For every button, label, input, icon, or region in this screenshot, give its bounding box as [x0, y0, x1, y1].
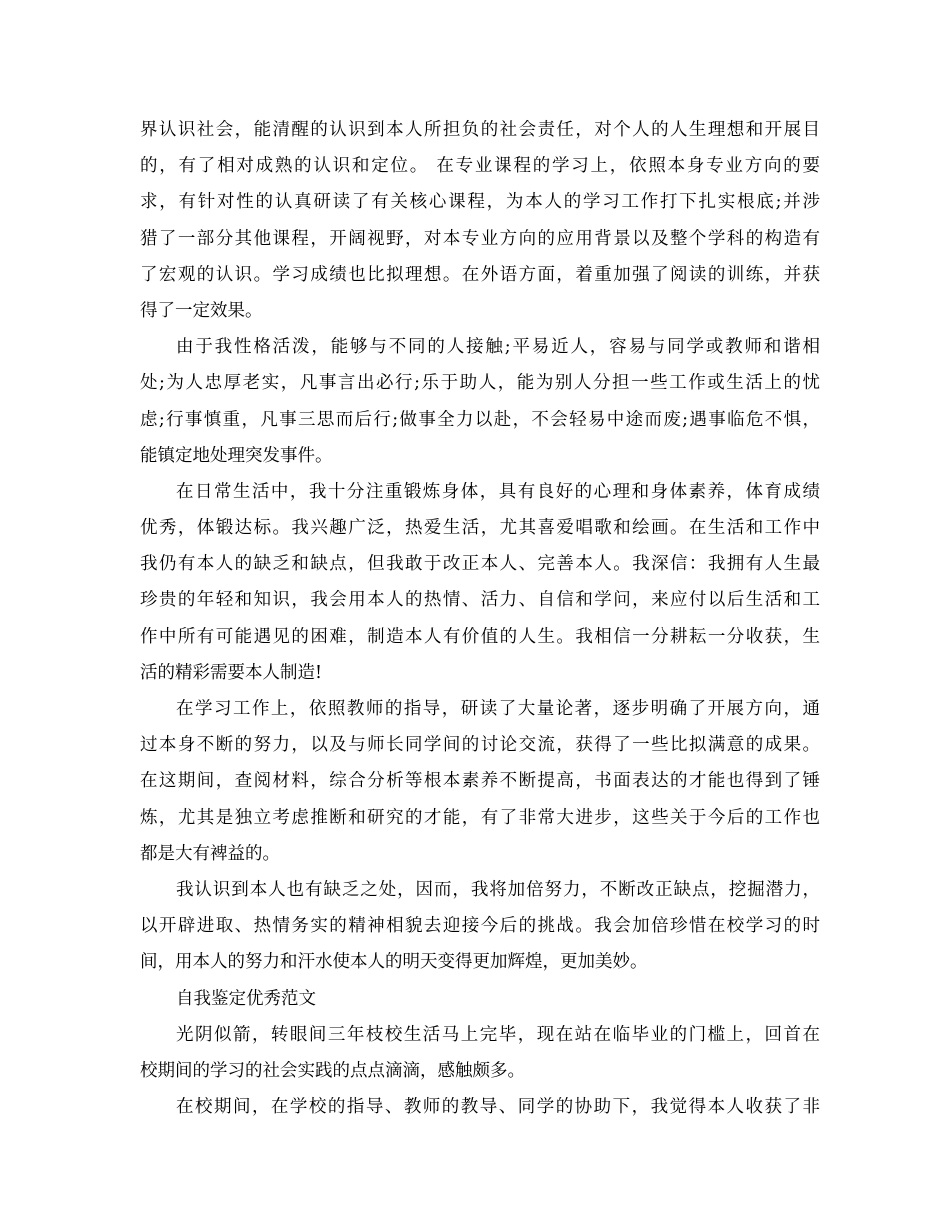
text-line: 界认识社会，能清醒的认识到本人所担负的社会责任，对个人的人生理想和开展目: [140, 120, 820, 140]
text-line: 在学习工作上，依照教师的指导，研读了大量论著，逐步明确了开展方向，通: [176, 699, 820, 719]
paragraph: [140, 329, 820, 474]
text-line: 优秀，体锻达标。我兴趣广泛，热爱生活，尤其喜爱唱歌和绘画。在生活和工作中: [140, 518, 820, 539]
document-body: [140, 112, 820, 1125]
text-line: 了宏观的认识。学习成绩也比拟理想。在外语方面，着重加强了阅读的训练，并获: [140, 264, 820, 285]
text-line: 的，有了相对成熟的认识和定位。 在专业课程的学习上，依照本身专业方向的要: [140, 156, 820, 177]
text-line: 自我鉴定优秀范文: [176, 988, 316, 1009]
text-line: 过本身不断的努力，以及与师长同学间的讨论交流，获得了一些比拟满意的成果。: [140, 735, 820, 756]
paragraph: [140, 872, 820, 981]
text-line: 由于我性格活泼，能够与不同的人接触;平易近人，容易与同学或教师和谐相: [176, 337, 820, 358]
text-line: 以开辟进取、热情务实的精神相貌去迎接今后的挑战。我会加倍珍惜在校学习的时: [140, 916, 820, 937]
text-line: 光阴似箭，转眼间三年枝校生活马上完毕，现在站在临毕业的门槛上，回首在: [176, 1024, 820, 1045]
section-heading: [140, 981, 820, 1017]
text-line: 校期间的学习的社会实践的点点滴滴，感触颇多。: [140, 1060, 525, 1081]
paragraph: [140, 1017, 820, 1089]
paragraph: [140, 691, 820, 872]
paragraph: [140, 1089, 820, 1125]
text-line: 我仍有本人的缺乏和缺点，但我敢于改正本人、完善本人。我深信：我拥有人生最: [140, 554, 820, 575]
text-line: 间，用本人的努力和汗水使本人的明天变得更加辉煌，更加美妙。: [140, 952, 648, 973]
text-line: 得了一定效果。: [140, 300, 263, 321]
text-line: 在日常生活中，我十分注重锻炼身体，具有良好的心理和身体素养，体育成绩: [176, 481, 820, 502]
text-line: 在校期间，在学校的指导、教师的教导、同学的协助下，我觉得本人收获了非: [176, 1097, 820, 1118]
text-line: 珍贵的年轻和知识，我会用本人的热情、活力、自信和学问，来应付以后生活和工: [140, 590, 820, 611]
paragraph: [140, 112, 820, 329]
text-line: 作中所有可能遇见的困难，制造本人有价值的人生。我相信一分耕耘一分收获，生: [140, 626, 820, 647]
text-line: 活的精彩需要本人制造!: [140, 662, 323, 683]
text-line: 在这期间，查阅材料，综合分析等根本素养不断提高，书面表达的才能也得到了锤: [140, 771, 820, 792]
text-line: 能镇定地处理突发事件。: [140, 445, 333, 466]
text-line: 都是大有裨益的。: [140, 843, 280, 864]
text-line: 虑;行事慎重，凡事三思而后行;做事全力以赴，不会轻易中途而废;遇事临危不惧，: [140, 409, 820, 430]
text-line: 我认识到本人也有缺乏之处，因而，我将加倍努力，不断改正缺点，挖掘潜力，: [176, 879, 820, 900]
paragraph: [140, 474, 820, 691]
text-line: 求，有针对性的认真研读了有关核心课程，为本人的学习工作打下扎实根底;并涉: [140, 192, 820, 213]
text-line: 处;为人忠厚老实，凡事言出必行;乐于助人，能为别人分担一些工作或生活上的忧: [140, 373, 820, 394]
text-line: 炼，尤其是独立考虑推断和研究的才能，有了非常大进步，这些关于今后的工作也: [140, 807, 820, 828]
text-line: 猎了一部分其他课程，开阔视野，对本专业方向的应用背景以及整个学科的构造有: [140, 228, 820, 249]
